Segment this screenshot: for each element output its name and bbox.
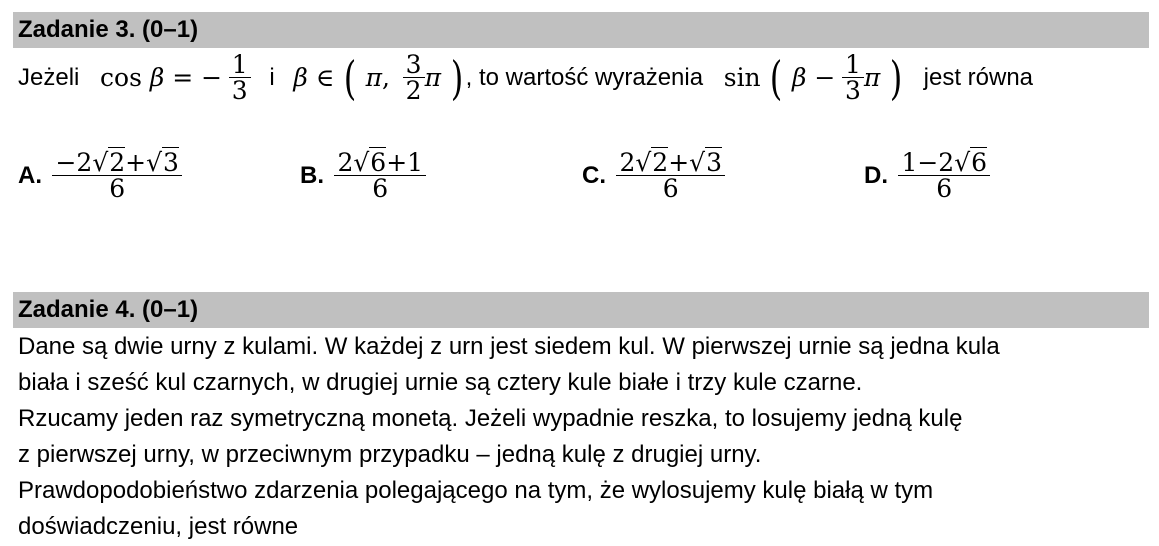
left-paren: (: [343, 50, 357, 105]
text-and: i: [269, 63, 275, 91]
text-mid: , to wartość wyrażenia: [465, 63, 704, 91]
text-end: jest równa: [923, 63, 1034, 91]
text-if: Jeżeli: [18, 63, 80, 91]
cos-label: cos: [100, 63, 142, 92]
minus-sign: −: [814, 63, 836, 92]
task4-header-bar: [13, 292, 1149, 328]
task4-line: z pierwszej urny, w przeciwnym przypadku – jedną kulę z drugiej urny.: [18, 441, 762, 468]
task4-line: Rzucamy jeden raz symetryczną monetą. Jeżeli wypadnie reszka, to losujemy jedną kulę: [18, 405, 963, 432]
beta-symbol: β: [149, 63, 165, 92]
fraction-three-halves: $\frac{3}{2}$: [403, 52, 425, 103]
option-c[interactable]: C. $\frac{2√2+√3}{6}$: [582, 150, 725, 201]
option-a-fraction: $\frac{-2√2+√3}{6}$: [52, 150, 182, 201]
task4-body: [18, 329, 1000, 545]
option-b[interactable]: B. $\frac{2√6+1}{6}$: [300, 150, 426, 201]
option-d[interactable]: D. $\frac{1-2√6}{6}$: [864, 150, 990, 201]
option-a[interactable]: A. $\frac{-2√2+√3}{6}$: [18, 150, 182, 201]
task3-question: Jeżeli cos β = − $\frac{1}{3}$ i β ∈ ( π, $\frac{3}{2}$ π ) , to wartość wyrażenia sin ( β − $\frac{1}{3}$ π ) jest równa: [18, 50, 1034, 105]
sin-label: sin: [723, 63, 761, 92]
option-d-fraction: $\frac{1-2√6}{6}$: [898, 150, 990, 201]
task4-line: biała i sześć kul czarnych, w drugiej urnie są cztery kule białe i trzy kule czarne.: [18, 369, 863, 396]
fraction-one-third: $\frac{1}{3}$: [229, 52, 251, 103]
equals-minus: = −: [172, 63, 223, 92]
option-c-fraction: $\frac{2√2+√3}{6}$: [616, 150, 725, 201]
pi-symbol: π: [365, 63, 383, 92]
right-paren: ): [450, 50, 463, 105]
task4-header: Zadanie 4. (0–1): [18, 296, 199, 323]
fraction-one-third-2: $\frac{1}{3}$: [842, 52, 864, 103]
task4-line: Dane są dwie urny z kulami. W każdej z urn jest siedem kul. W pierwszej urnie są jedna kula: [18, 333, 1000, 360]
task3-header-bar: [13, 12, 1149, 48]
task3-header: Zadanie 3. (0–1): [18, 16, 199, 43]
option-b-fraction: $\frac{2√6+1}{6}$: [334, 150, 426, 201]
in-symbol: ∈: [315, 63, 335, 92]
task4-line: doświadczeniu, jest równe: [18, 513, 299, 540]
task4-line: Prawdopodobieństwo zdarzenia polegającego na tym, że wylosujemy kulę białą w tym: [18, 477, 934, 504]
